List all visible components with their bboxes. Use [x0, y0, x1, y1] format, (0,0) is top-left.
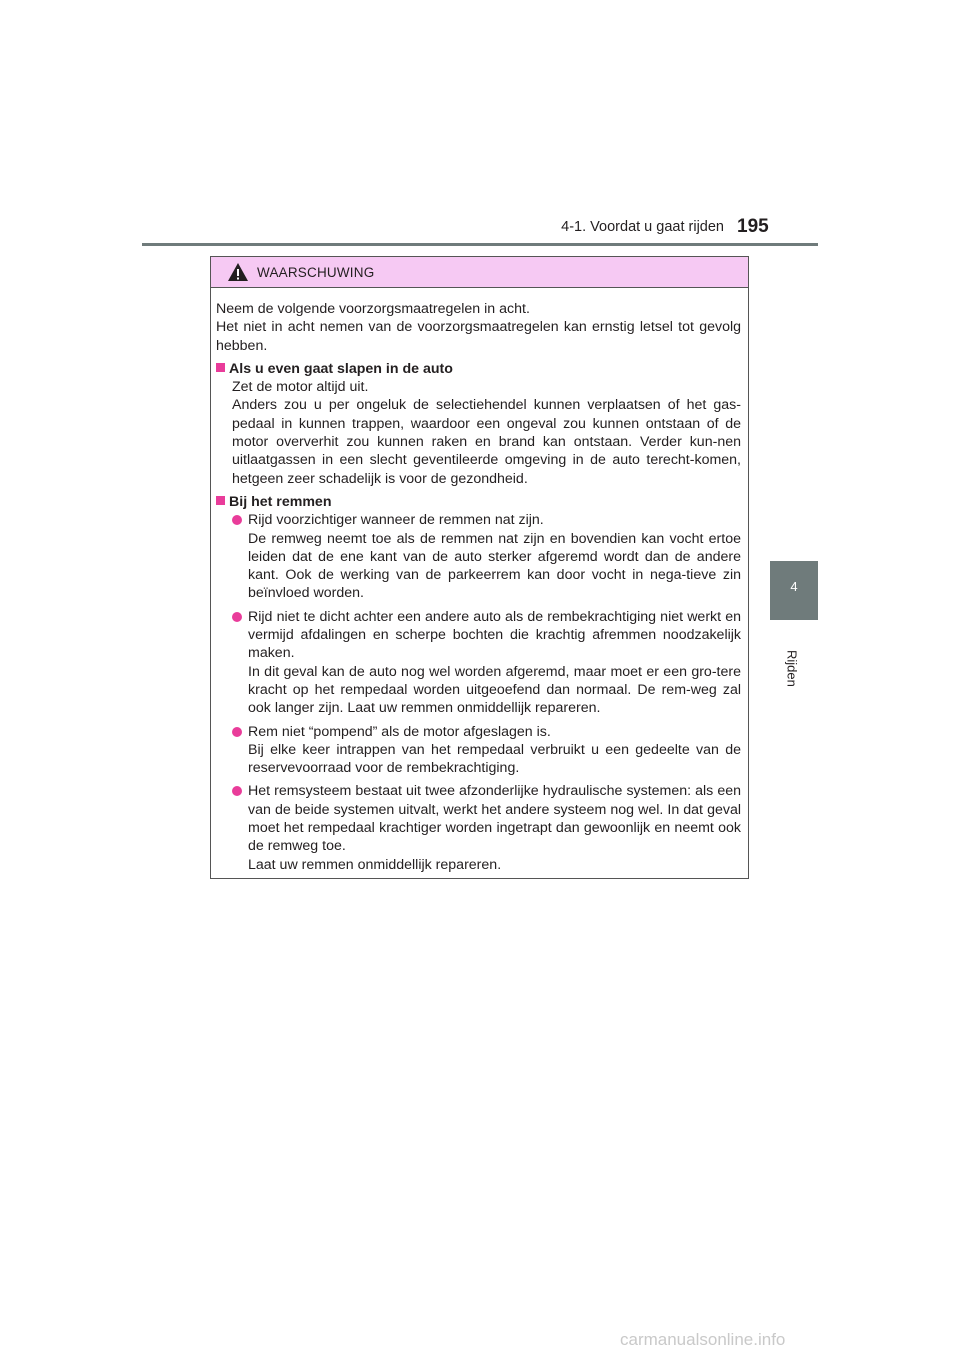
list-item	[216, 511, 741, 602]
paragraph: Het remsysteem bestaat uit twee afzonderlijke hydraulische systemen: als een van de beide systemen uitvalt, werkt het andere systeem nog wel. In dat geval moet het rempedaal krachtiger worden ingetrapt dan gewoonlijk en neemt ook de remweg toe.	[248, 783, 741, 855]
page-number: 195	[737, 216, 769, 237]
warning-title: WAARSCHUWING	[257, 264, 375, 280]
round-bullet-icon	[232, 786, 242, 796]
paragraph: Rijd voorzichtiger wanneer de remmen nat zijn.	[248, 512, 544, 529]
warning-body	[211, 288, 748, 874]
watermark: carmanualsonline.info	[620, 1330, 786, 1349]
round-bullet-icon	[232, 727, 242, 737]
round-bullet-icon	[232, 515, 242, 525]
section-braking	[216, 493, 741, 874]
paragraph: De remweg neemt toe als de remmen nat zijn en bovendien kan vocht ertoe leiden dat de ene kant van de auto sterker afgeremd wordt dan de andere kant. Ook de werking van de parkeerrem kan door vocht in nega-tieve zin beïnvloed worden.	[248, 530, 741, 602]
list-item	[216, 723, 741, 778]
section-heading	[216, 360, 741, 378]
section-text	[216, 378, 741, 488]
chapter-tab[interactable]	[770, 561, 818, 620]
square-bullet-icon	[216, 363, 225, 372]
round-bullet-icon	[232, 612, 242, 622]
paragraph: Bij elke keer intrappen van het rempedaal verbruikt u een gedeelte van de reservevoorraad voor de rembekrachtiging.	[248, 741, 741, 777]
paragraph: Zet de motor altijd uit.	[232, 379, 369, 396]
list-item	[216, 782, 741, 873]
paragraph: Rijd niet te dicht achter een andere auto als de rembekrachtiging niet werkt en vermijd afdalingen en scherpe bochten die krachtig afremmen noodzakelijk maken.	[248, 608, 741, 662]
paragraph: Laat uw remmen onmiddellijk repareren.	[248, 856, 502, 873]
square-bullet-icon	[216, 496, 225, 505]
section-sleeping	[216, 360, 741, 488]
section-heading-text: Als u even gaat slapen in de auto	[229, 360, 453, 377]
chapter-label: Rijden	[784, 650, 800, 687]
section-heading-text: Bij het remmen	[229, 493, 332, 510]
paragraph: Rem niet “pompend” als de motor afgeslagen is.	[248, 723, 551, 740]
header-rule	[142, 243, 818, 246]
warning-header	[211, 257, 748, 288]
bullet-list	[216, 511, 741, 874]
section-title: 4-1. Voordat u gaat rijden	[561, 219, 724, 235]
warning-intro	[216, 300, 741, 355]
paragraph: Anders zou u per ongeluk de selectiehendel kunnen verplaatsen of het gas-pedaal in kunnen trappen, waardoor een ongeval zou kunnen ontstaan of de motor oververhit zou kunnen raken en brand kan ontstaan. Verder kun-nen uitlaatgassen in een slecht geventileerde omgeving in de auto terecht-komen, hetgeen zeer schadelijk is voor de gezondheid.	[232, 397, 741, 487]
warning-box	[210, 256, 749, 879]
section-heading	[216, 493, 741, 511]
list-item	[216, 608, 741, 718]
paragraph: In dit geval kan de auto nog wel worden afgeremd, maar moet er een gro-tere kracht op het rempedaal worden uitgeoefend dan normaal. De rem-weg zal ook langer zijn. Laat uw remmen onmiddellijk repareren.	[248, 663, 741, 717]
intro-line: Neem de volgende voorzorgsmaatregelen in acht.	[216, 301, 530, 317]
warning-triangle-icon	[227, 262, 249, 282]
chapter-number: 4	[790, 579, 798, 594]
intro-line: Het niet in acht nemen van de voorzorgsmaatregelen kan ernstig letsel tot gevolg hebben.	[216, 319, 741, 354]
